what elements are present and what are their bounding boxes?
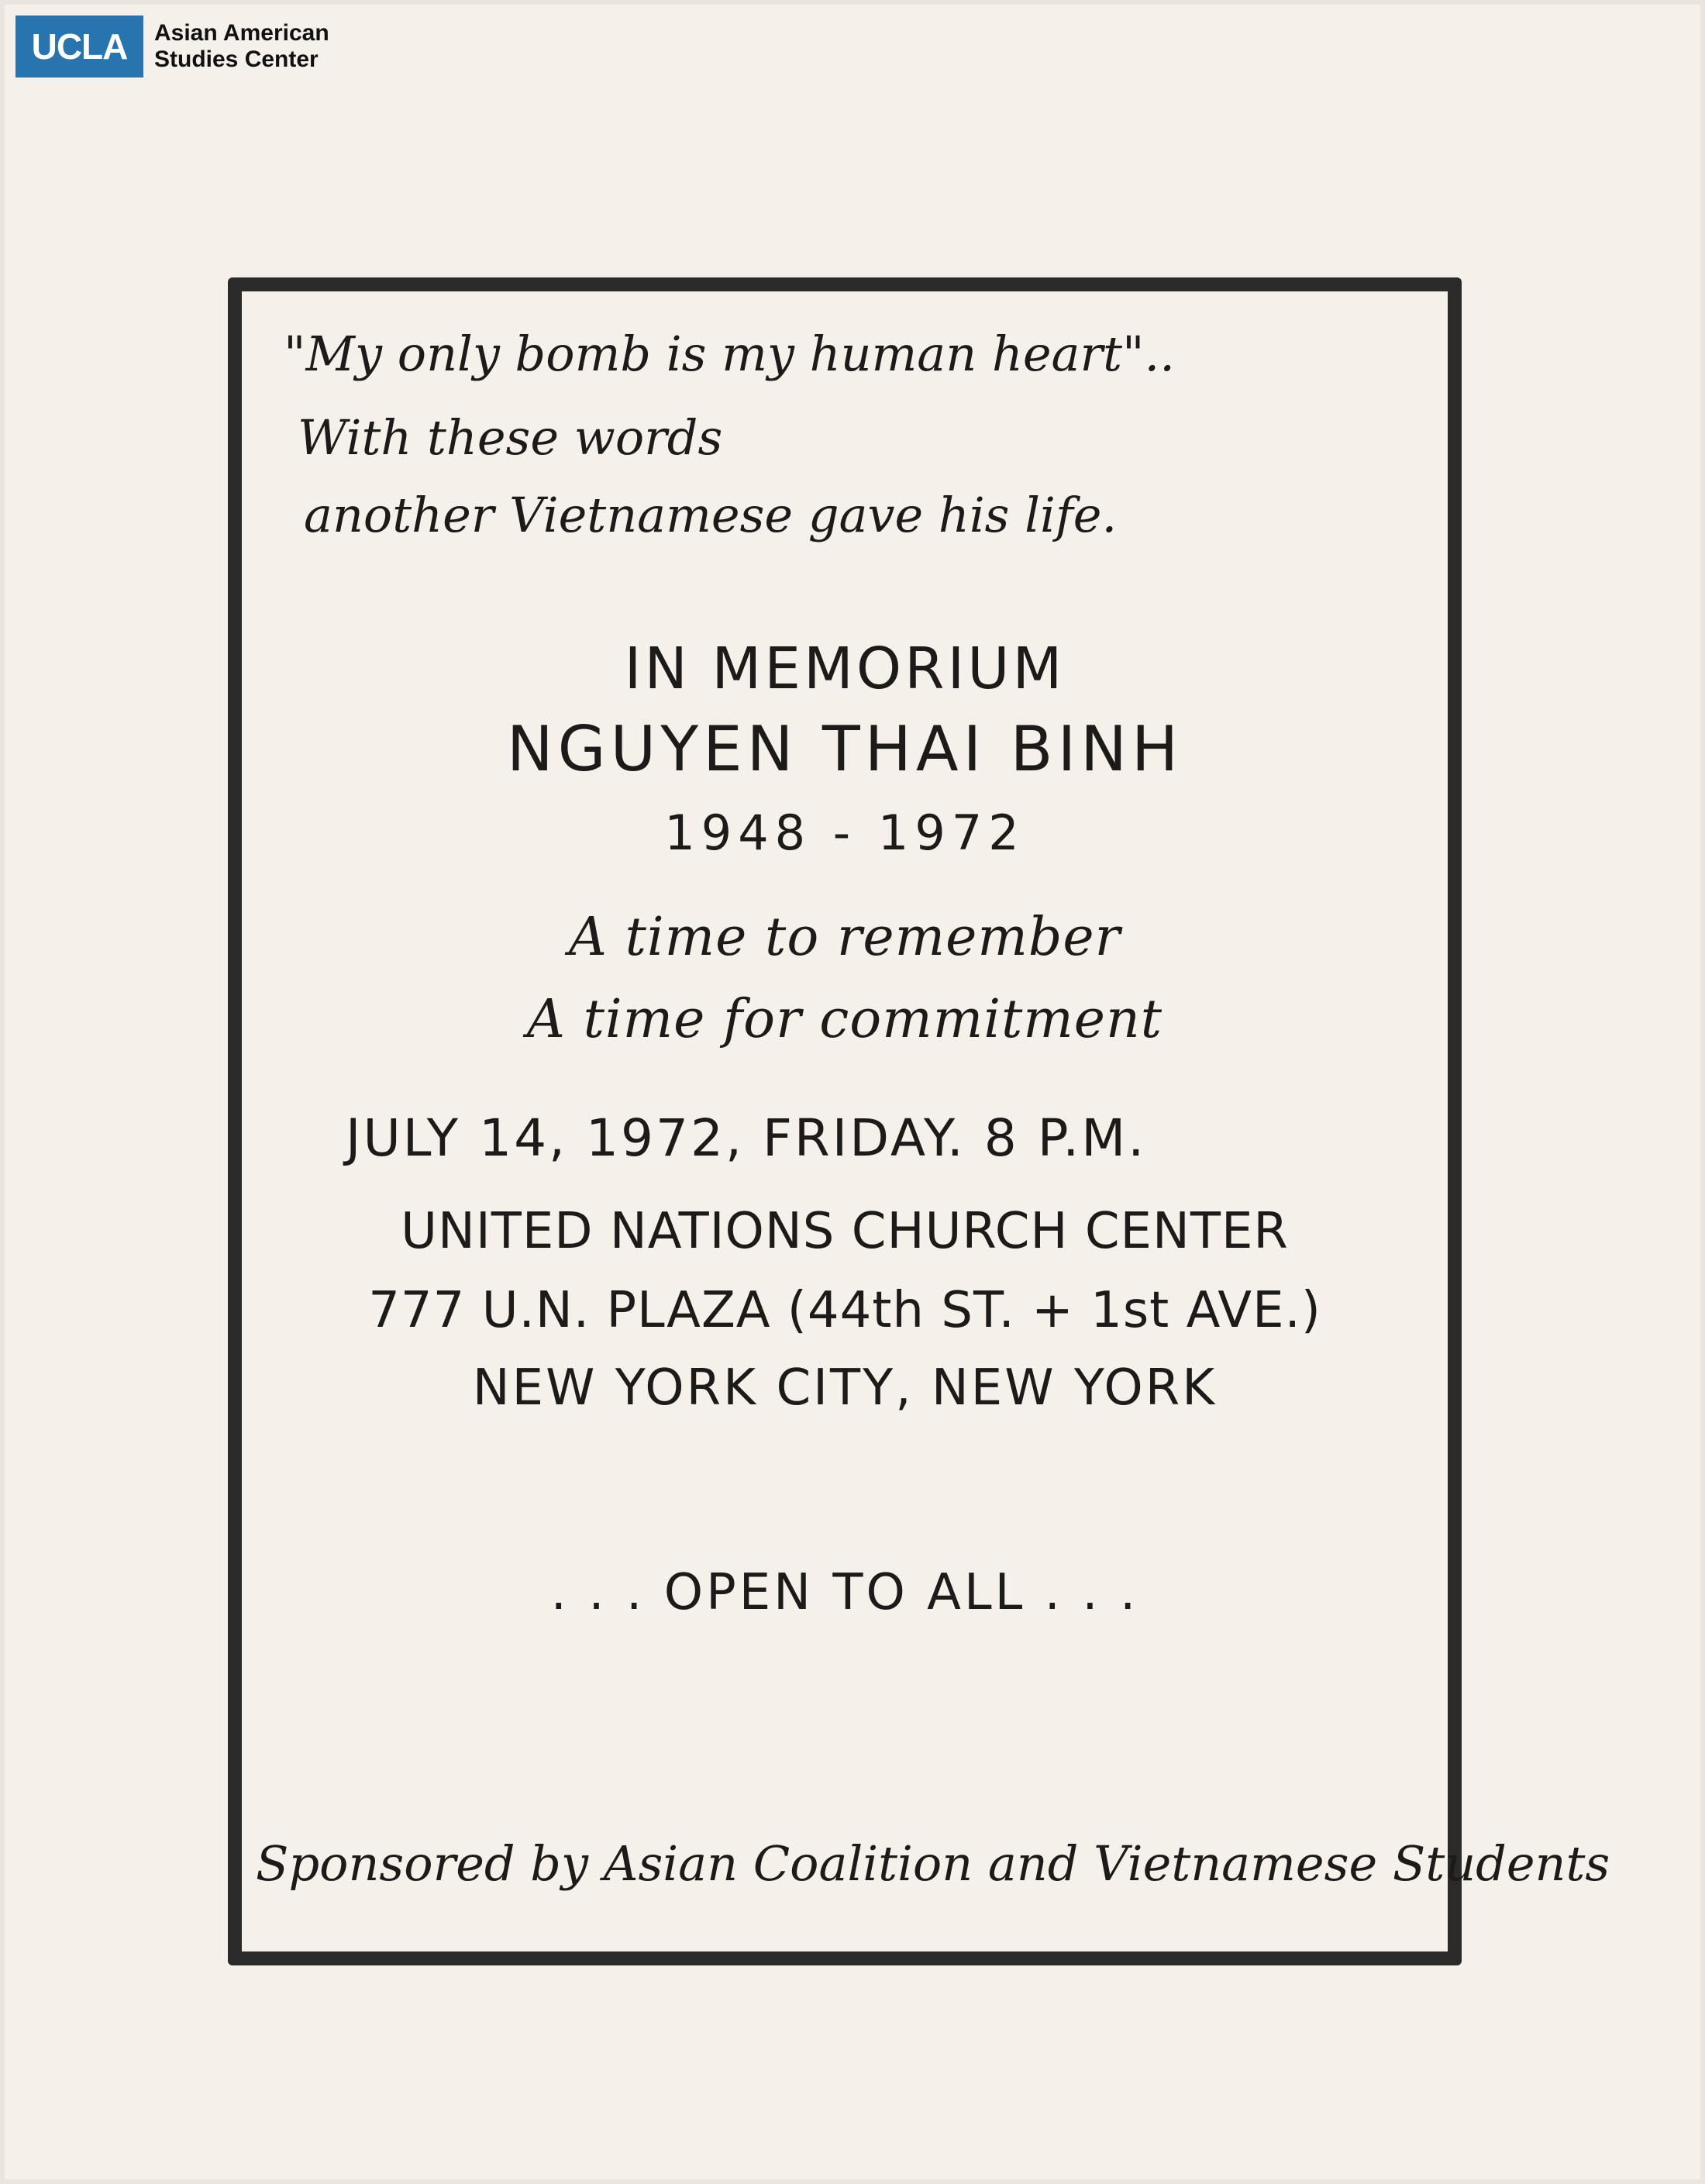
- quote-line-2: With these words: [298, 409, 723, 466]
- sponsor-line: Sponsored by Asian Coalition and Vietnamese Students: [256, 1835, 1610, 1892]
- org-name: [154, 20, 329, 73]
- remember-line-2: A time for commitment: [526, 989, 1163, 1050]
- remember-line-1: A time to remember: [568, 907, 1121, 968]
- ucla-logo: [16, 16, 329, 78]
- memorial-title: IN MEMORIUM: [624, 636, 1066, 702]
- org-name-line1: Asian American: [154, 20, 329, 46]
- quote-line-3: another Vietnamese gave his life.: [304, 487, 1118, 543]
- open-to-all-notice: . . . OPEN TO ALL . . .: [550, 1564, 1139, 1621]
- quote-line-1: "My only bomb is my human heart"..: [284, 326, 1175, 382]
- ucla-logo-mark: UCLA: [16, 16, 143, 78]
- life-years: 1948 - 1972: [664, 804, 1025, 861]
- venue-city: NEW YORK CITY, NEW YORK: [472, 1359, 1218, 1417]
- event-date-time: JULY 14, 1972, FRIDAY. 8 P.M.: [346, 1108, 1147, 1168]
- venue-name: UNITED NATIONS CHURCH CENTER: [401, 1203, 1289, 1260]
- venue-address: 777 U.N. PLAZA (44th ST. + 1st AVE.): [368, 1282, 1321, 1339]
- org-name-line2: Studies Center: [154, 47, 319, 72]
- honoree-name: NGUYEN THAI BINH: [506, 713, 1183, 785]
